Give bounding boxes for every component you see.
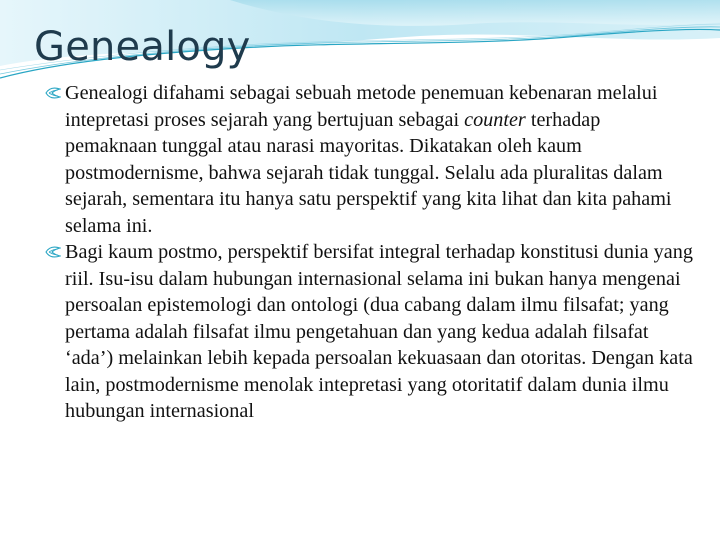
bullet-paragraph-1 (44, 80, 694, 239)
paragraph-1-text-start: Genealogi difahami sebagai sebuah metode penemuan kebenaran melalui intepretasi proses sejarah yang bertujuan sebagai (65, 82, 658, 131)
bullet-arrow-icon (45, 86, 61, 100)
paragraph-1-text-end: terhadap pemaknaan tunggal atau narasi mayoritas. Dikatakan oleh kaum postmodernisme, bahwa sejarah tidak tunggal. Selalu ada pluralitas dalam sejarah, sementara itu hanya satu perspektif yang kita lihat dan kita pahami selama ini. (65, 108, 672, 237)
bullet-paragraph-2 (44, 239, 694, 425)
slide-title: Genealogy (34, 24, 251, 70)
paragraph-2-text: Bagi kaum postmo, perspektif bersifat integral terhadap konstitusi dunia yang riil. Isu-isu dalam hubungan internasional selama ini bukan hanya mengenai persoalan epistemologi dan ontologi (dua cabang dalam ilmu filsafat; yang pertama adalah filsafat ilmu pengetahuan dan yang kedua adalah filsafat ‘ada’) melainkan lebih kepada persoalan kekuasaan dan otoritas. Dengan kata lain, postmodernisme menolak intepretasi yang otoritatif dalam dunia ilmu hubungan internasional (65, 241, 693, 422)
bullet-arrow-icon (45, 245, 61, 259)
slide-content (44, 80, 694, 425)
paragraph-1-emphasis: counter (464, 108, 526, 131)
